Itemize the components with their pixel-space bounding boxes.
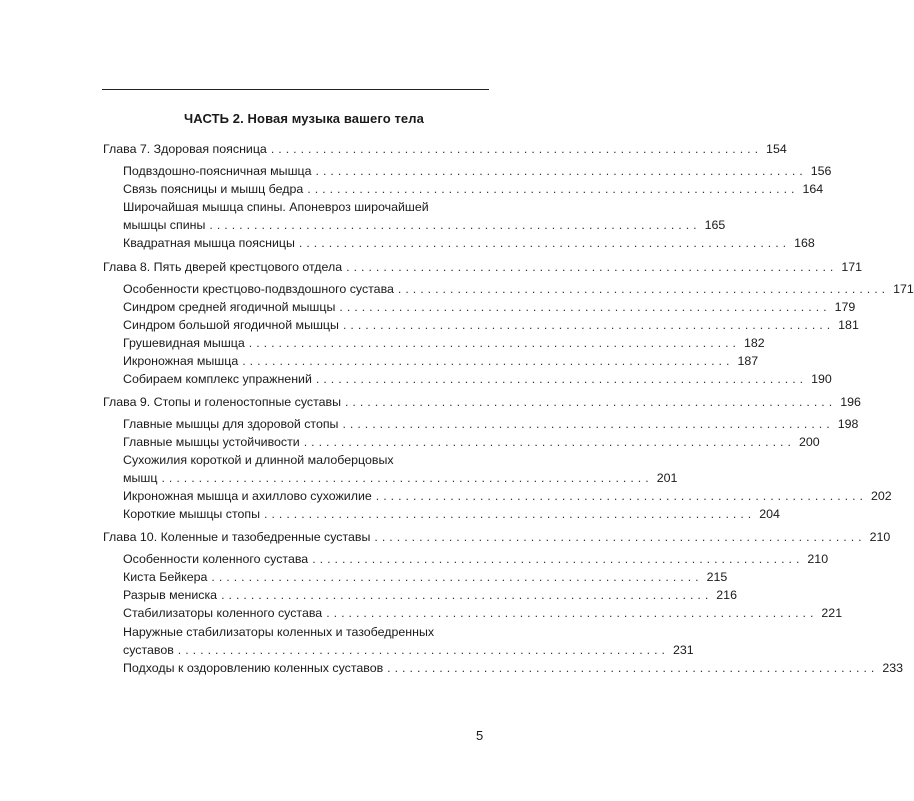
toc-entry-page: 231	[673, 643, 694, 657]
toc-entry-title: Глава 8. Пять дверей крестцового отдела	[103, 260, 343, 274]
toc-entry-title: Особенности крестцово-подвздошного сустава	[123, 282, 394, 296]
toc-entry-title: мышцы спины	[123, 218, 206, 232]
toc-entry-page: 171	[893, 282, 914, 296]
toc-entry-title: Стабилизаторы коленного сустава	[123, 606, 323, 620]
toc-entry-title: Собираем комплекс упражнений	[123, 372, 312, 386]
toc-section: мышцы спины .................................................................. 165	[123, 218, 726, 232]
toc-section: Короткие мышцы стопы .................................................................. 204	[123, 507, 780, 521]
toc-entry-page: 202	[870, 489, 892, 503]
toc-section: Икроножная мышца .................................................................. 187	[123, 354, 759, 368]
toc-entry-title-line1: Наружные стабилизаторы коленных и тазобедренных	[123, 625, 435, 639]
toc-entry-title: Подходы к оздоровлению коленных суставов	[123, 661, 384, 675]
toc-section: Стабилизаторы коленного сустава .................................................................. 221	[123, 606, 843, 620]
toc-section: Подходы к оздоровлению коленных суставов .................................................................. 233	[123, 661, 904, 675]
toc-entry-title: Особенности коленного сустава	[123, 552, 309, 566]
toc-entry-page: 181	[838, 318, 859, 332]
toc-entry-title: Глава 10. Коленные и тазобедренные суставы	[103, 530, 371, 544]
toc-entry-title: мышц	[123, 471, 158, 485]
toc-section: Особенности крестцово-подвздошного сустава .................................................................. 171	[123, 282, 914, 296]
toc-chapter: Глава 10. Коленные и тазобедренные суставы .................................................................. 210	[103, 530, 891, 544]
toc-entry-title: Связь поясницы и мышц бедра	[123, 182, 304, 196]
toc-chapter: Глава 9. Стопы и голеностопные суставы .................................................................. 196	[103, 395, 861, 409]
toc-entry-title: Подвздошно-поясничная мышца	[123, 164, 312, 178]
toc-section: Синдром большой ягодичной мышцы .................................................................. 181	[123, 318, 859, 332]
toc-chapter: Глава 8. Пять дверей крестцового отдела .................................................................. 171	[103, 260, 863, 274]
toc-entry-title: Главные мышцы устойчивости	[123, 435, 300, 449]
toc-entry-page: 164	[802, 182, 824, 196]
toc-entry-title: суставов	[123, 643, 174, 657]
toc-entry-page: 200	[798, 435, 820, 449]
toc-entry-page: 215	[706, 570, 728, 584]
toc-entry-page: 210	[807, 552, 829, 566]
toc-entry-page: 221	[821, 606, 843, 620]
toc-entry-page: 182	[743, 336, 765, 350]
toc-entry-title-line1: Сухожилия короткой и длинной малоберцовых	[123, 453, 394, 467]
toc-section: Подвздошно-поясничная мышца .................................................................. 156	[123, 164, 832, 178]
toc-entry-page: 187	[737, 354, 759, 368]
toc-entry-page: 196	[840, 395, 861, 409]
toc-entry-page: 179	[834, 300, 856, 314]
toc-entry-title: Разрыв мениска	[123, 588, 218, 602]
part-title: ЧАСТЬ 2. Новая музыка вашего тела	[184, 111, 424, 126]
toc-section: Синдром средней ягодичной мышцы .................................................................. 179	[123, 300, 856, 314]
toc-entry-title: Синдром средней ягодичной мышцы	[123, 300, 336, 314]
toc-section: Особенности коленного сустава .................................................................. 210	[123, 552, 829, 566]
toc-entry-title: Главные мышцы для здоровой стопы	[123, 417, 339, 431]
top-rule	[102, 89, 489, 90]
toc-section: Связь поясницы и мышц бедра .................................................................. 164	[123, 182, 824, 196]
toc-entry-page: 156	[810, 164, 832, 178]
toc-section: Грушевидная мышца .................................................................. 182	[123, 336, 765, 350]
toc-chapter: Глава 7. Здоровая поясница .................................................................. 154	[103, 142, 787, 156]
toc-section: Икроножная мышца и ахиллово сухожилие .................................................................. 202	[123, 489, 892, 503]
toc-entry-page: 210	[869, 530, 891, 544]
toc-entry-page: 154	[766, 142, 787, 156]
toc-entry-title: Киста Бейкера	[123, 570, 208, 584]
toc-section: Главные мышцы для здоровой стопы .................................................................. 198	[123, 417, 859, 431]
toc-entry-page: 233	[882, 661, 904, 675]
toc-section: Квадратная мышца поясницы .................................................................. 168	[123, 236, 815, 250]
toc-entry-page: 198	[837, 417, 859, 431]
toc-entry-page: 190	[811, 372, 832, 386]
toc-section: Собираем комплекс упражнений .................................................................. 190	[123, 372, 832, 386]
toc-entry-page: 204	[759, 507, 780, 521]
toc-entry-title: Квадратная мышца поясницы	[123, 236, 295, 250]
toc-entry-title-line1: Широчайшая мышца спины. Апоневроз широчайшей	[123, 200, 429, 214]
toc-entry-page: 171	[841, 260, 863, 274]
toc-section: суставов .................................................................. 231	[123, 643, 694, 657]
toc-section: Главные мышцы устойчивости .................................................................. 200	[123, 435, 820, 449]
toc-entry-page: 165	[704, 218, 726, 232]
toc-entry-page: 201	[656, 471, 678, 485]
toc-entry-title: Синдром большой ягодичной мышцы	[123, 318, 339, 332]
page-number: 5	[476, 728, 484, 743]
toc-section: мышц .................................................................. 201	[123, 471, 678, 485]
toc-section: Разрыв мениска .................................................................. 216	[123, 588, 737, 602]
toc-entry-title: Короткие мышцы стопы	[123, 507, 261, 521]
toc-entry-page: 168	[794, 236, 815, 250]
toc-section: Киста Бейкера .................................................................. 215	[123, 570, 728, 584]
toc-entry-title: Грушевидная мышца	[123, 336, 245, 350]
toc-entry-page: 216	[716, 588, 737, 602]
toc-entry-title: Глава 7. Здоровая поясница	[103, 142, 267, 156]
toc-entry-title: Икроножная мышца и ахиллово сухожилие	[123, 489, 372, 503]
toc-entry-title: Икроножная мышца	[123, 354, 239, 368]
toc-entry-title: Глава 9. Стопы и голеностопные суставы	[103, 395, 341, 409]
